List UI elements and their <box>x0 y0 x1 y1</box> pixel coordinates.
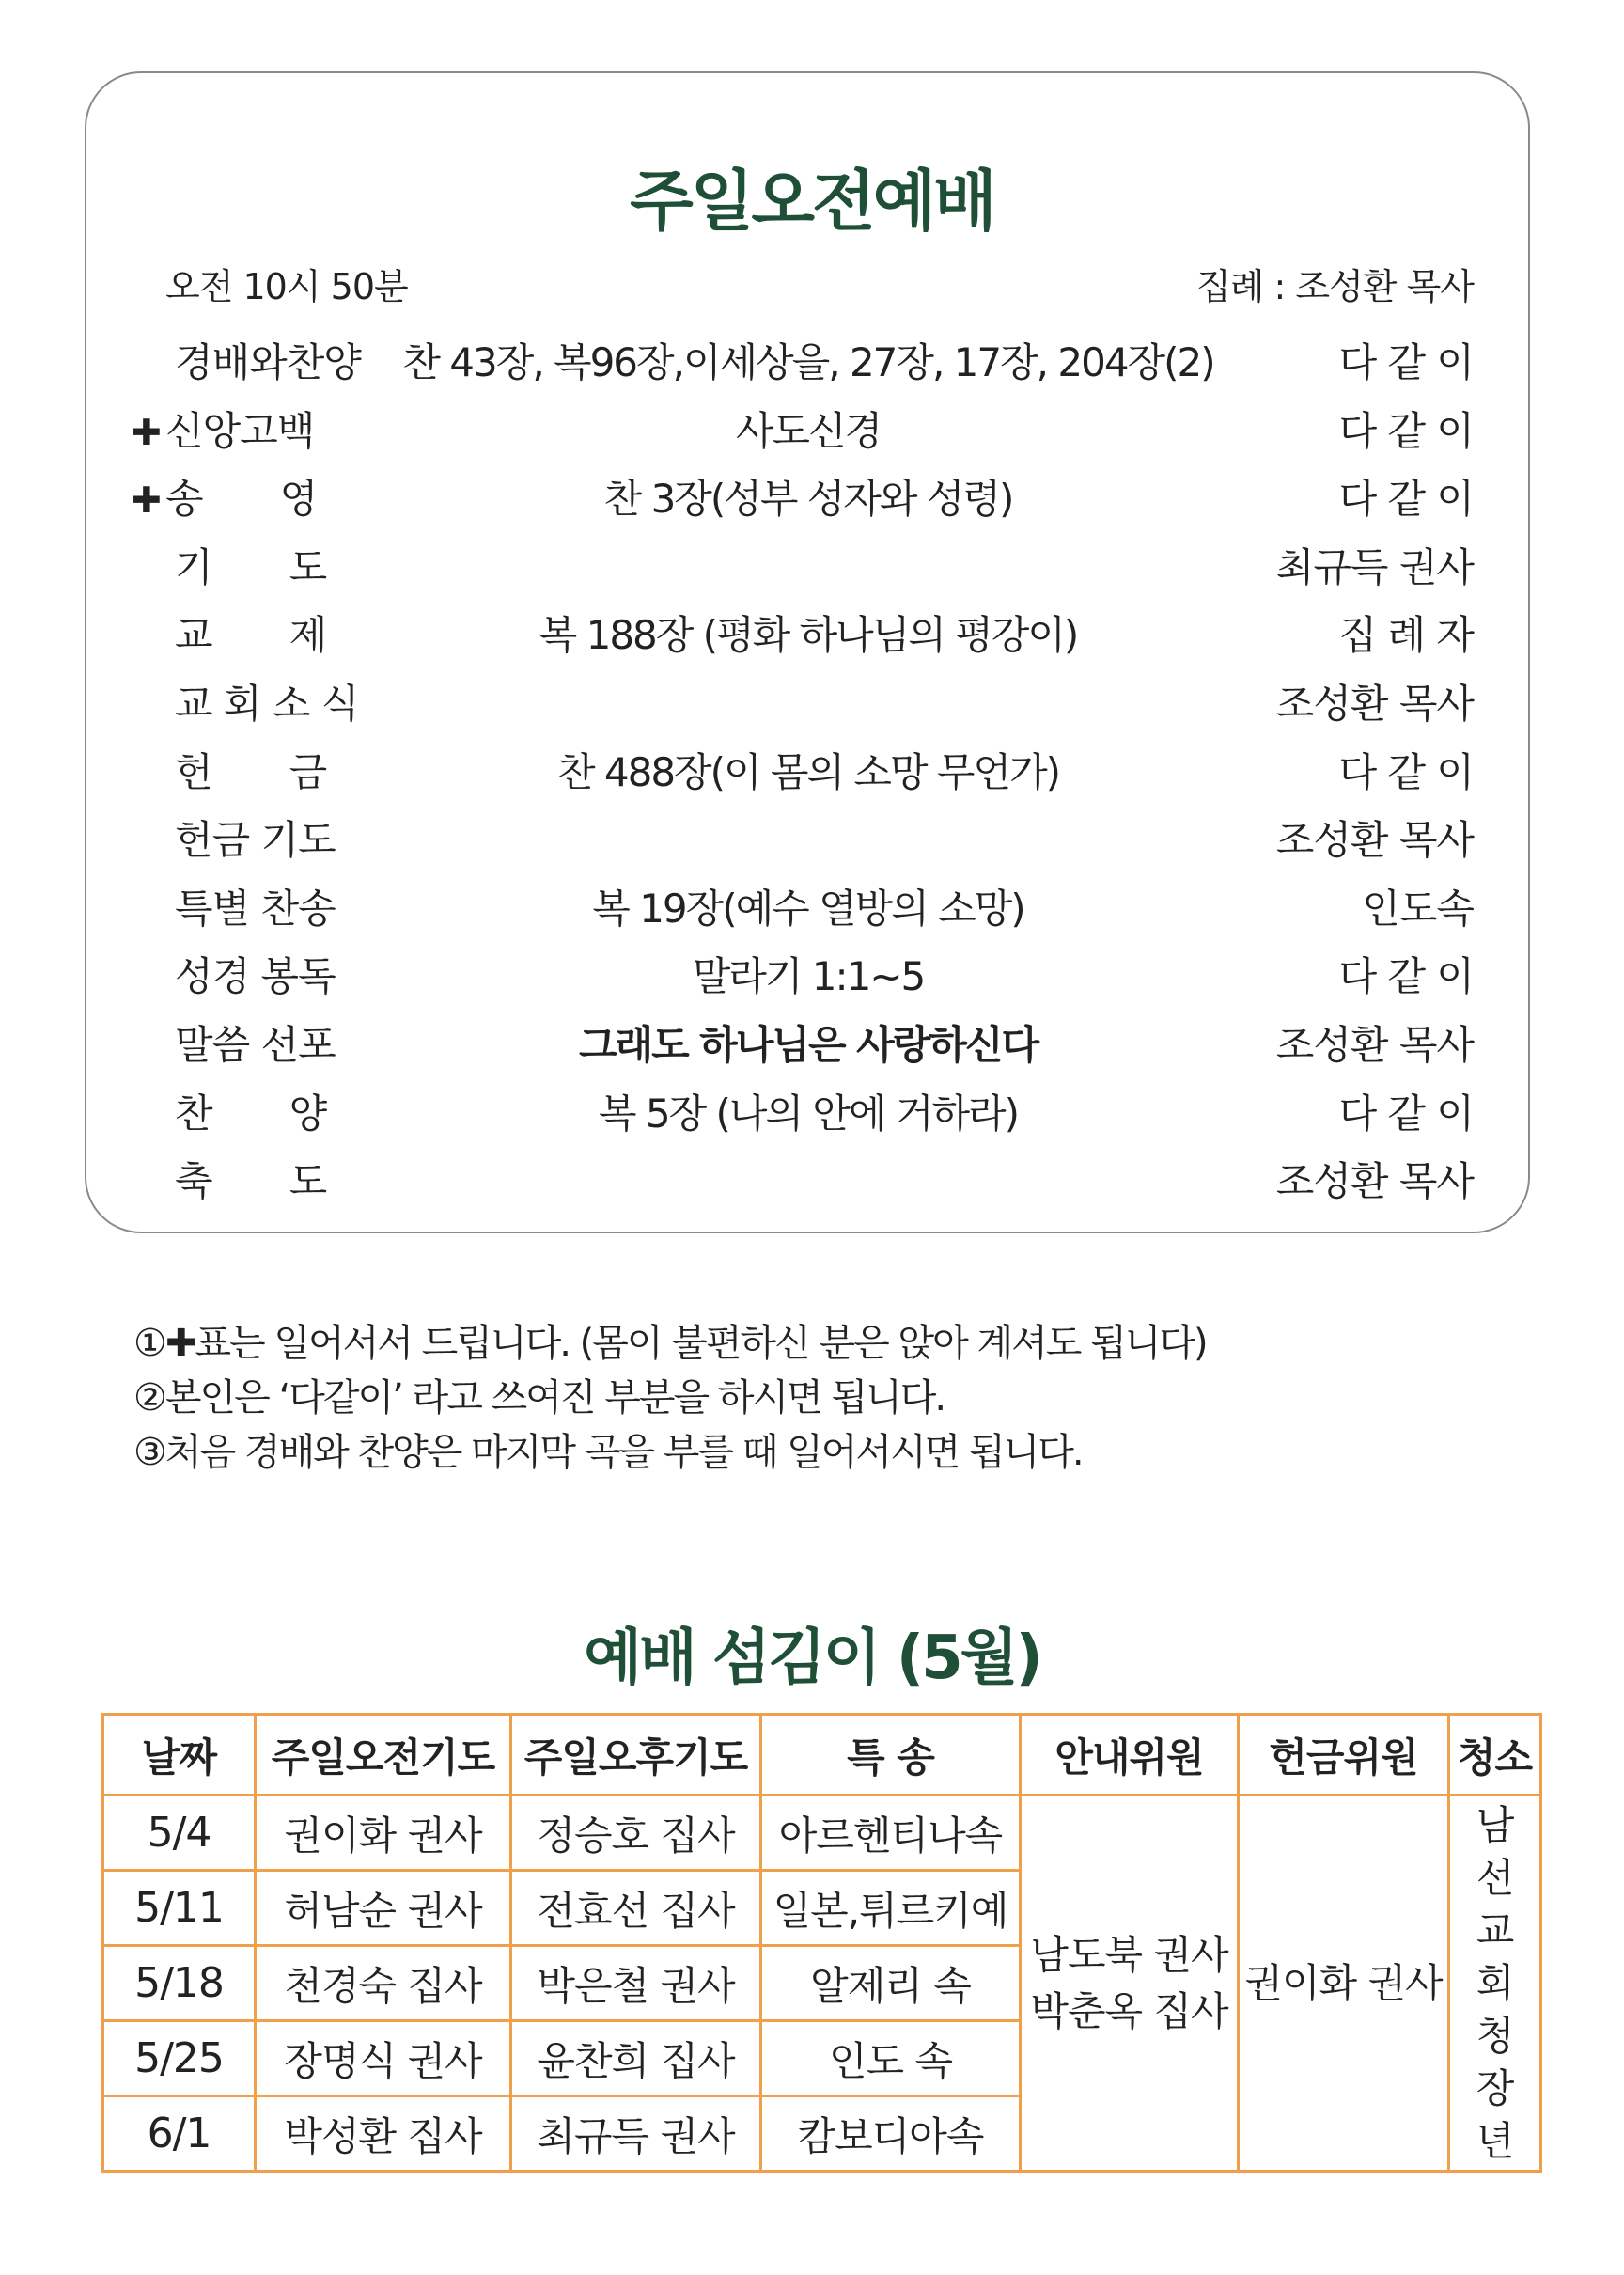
special-song-cell: 아르헨티나속 <box>761 1796 1021 1871</box>
order-item-label <box>132 943 357 1011</box>
note-1-text: 표는 일어서서 드립니다. (몸이 불편하신 분은 앉아 계셔도 됩니다) <box>195 1322 1207 1365</box>
table-row <box>103 1796 1541 1871</box>
header-pm-prayer: 주일오후기도 <box>511 1715 761 1796</box>
presider: 집례 : 조성환 목사 <box>1196 266 1474 307</box>
usher-name: 박춘옥 집사 <box>1030 1987 1228 2034</box>
order-item-person: 집 례 자 <box>1338 612 1474 659</box>
special-song-cell: 인도 속 <box>761 2021 1021 2096</box>
special-song-cell: 캄보디아속 <box>761 2096 1021 2172</box>
order-item-content <box>376 670 1241 738</box>
order-item-label-text: 헌 금 <box>175 748 327 795</box>
order-item-label <box>132 329 361 397</box>
pm-prayer-cell: 최규득 권사 <box>511 2096 761 2172</box>
order-item-label-text: 성경 봉독 <box>175 953 336 1000</box>
order-item-label-text: 교 제 <box>175 612 327 659</box>
order-item-label <box>132 1080 357 1148</box>
order-item-label-text: 송 영 <box>165 476 318 523</box>
order-item-label <box>132 670 357 738</box>
order-item-label <box>132 534 357 602</box>
order-item-person: 다 같 이 <box>1338 339 1474 385</box>
header-date: 날짜 <box>103 1715 256 1796</box>
ushers-cell <box>1021 1796 1239 2172</box>
order-item-label <box>132 875 357 943</box>
header-ushers: 안내위원 <box>1021 1715 1239 1796</box>
order-item-content: 말라기 1:1~5 <box>692 953 925 1000</box>
order-item-person: 조성환 목사 <box>1275 681 1474 727</box>
order-item-content: 찬 43장, 복96장,이세상을, 27장, 17장, 204장(2) <box>402 339 1214 385</box>
order-item-person: 조성환 목사 <box>1275 1158 1474 1205</box>
note-1 <box>133 1316 1207 1371</box>
order-item-label-text: 신앙고백 <box>165 407 315 454</box>
cross-icon: ✚ <box>132 479 161 522</box>
cleaning-char: 년 <box>1476 2117 1514 2164</box>
order-item-label-text: 헌금 기도 <box>175 817 336 864</box>
order-item-label <box>132 465 357 533</box>
note-1-number: ① <box>133 1322 165 1365</box>
servers-table <box>102 1713 1542 2173</box>
am-prayer-cell: 허남순 권사 <box>256 1871 511 1946</box>
order-item-person: 다 같 이 <box>1338 1090 1474 1137</box>
cross-icon: ✚ <box>132 411 161 453</box>
date-cell: 5/11 <box>103 1871 256 1946</box>
order-item <box>0 1148 1624 1216</box>
order-item-person: 다 같 이 <box>1338 476 1474 523</box>
order-item-label <box>132 398 357 465</box>
service-title: 주일오전예배 <box>630 163 994 240</box>
order-item-person: 조성환 목사 <box>1275 1022 1474 1068</box>
am-prayer-cell: 천경숙 집사 <box>256 1946 511 2021</box>
order-item <box>0 602 1624 669</box>
order-item-content: 복 188장 (평화 하나님의 평강이) <box>539 612 1078 659</box>
special-song-cell: 일본,튀르키예 <box>761 1871 1021 1946</box>
date-cell: 5/18 <box>103 1946 256 2021</box>
service-time: 오전 10시 50분 <box>165 266 408 307</box>
am-prayer-cell: 박성환 집사 <box>256 2096 511 2172</box>
cleaning-char: 청 <box>1476 2012 1514 2059</box>
am-prayer-cell: 권이화 권사 <box>256 1796 511 1871</box>
order-item-label-text: 축 도 <box>175 1158 327 1205</box>
order-item-content <box>376 807 1241 874</box>
date-cell: 5/25 <box>103 2021 256 2096</box>
note-2: ②본인은 ‘다같이’ 라고 쓰여진 부분을 하시면 됩니다. <box>133 1376 945 1420</box>
header-am-prayer: 주일오전기도 <box>256 1715 511 1796</box>
order-item-content: 복 5장 (나의 안에 거하라) <box>598 1090 1019 1137</box>
am-prayer-cell: 장명식 권사 <box>256 2021 511 2096</box>
order-item-person: 다 같 이 <box>1338 407 1474 454</box>
offering-cell: 권이화 권사 <box>1239 1796 1449 2172</box>
order-item-label <box>132 807 357 874</box>
date-cell: 6/1 <box>103 2096 256 2172</box>
order-item-person: 최규득 권사 <box>1275 543 1474 590</box>
order-item <box>0 1080 1624 1148</box>
order-item-label-text: 특별 찬송 <box>175 885 336 932</box>
order-item-content: 찬 488장(이 몸의 소망 무언가) <box>556 748 1060 795</box>
order-item <box>0 329 1624 397</box>
pm-prayer-cell: 윤찬희 집사 <box>511 2021 761 2096</box>
order-item-label-text: 찬 양 <box>175 1090 327 1137</box>
cleaning-char: 장 <box>1476 2064 1514 2111</box>
cleaning-cell <box>1449 1796 1541 2172</box>
cleaning-char: 회 <box>1476 1959 1514 2006</box>
order-item <box>0 1012 1624 1079</box>
order-item-label-text: 교 회 소 식 <box>175 681 359 727</box>
order-item-person: 인도속 <box>1362 885 1474 932</box>
order-item-content: 복 19장(예수 열방의 소망) <box>592 885 1024 932</box>
order-item <box>0 875 1624 943</box>
order-item <box>0 943 1624 1011</box>
order-item <box>0 670 1624 738</box>
usher-name: 남도북 권사 <box>1030 1931 1228 1978</box>
order-item <box>0 465 1624 533</box>
order-item <box>0 807 1624 874</box>
order-item-label <box>132 1148 357 1216</box>
note-3: ③처음 경배와 찬양은 마지막 곡을 부를 때 일어서시면 됩니다. <box>133 1431 1083 1474</box>
pm-prayer-cell: 정승호 집사 <box>511 1796 761 1871</box>
order-item-label-text: 말씀 선포 <box>175 1022 336 1068</box>
order-item-label-text: 경배와찬양 <box>175 339 361 385</box>
order-item-content <box>376 534 1241 602</box>
cleaning-char: 남 <box>1476 1801 1514 1848</box>
header-cleaning: 청소 <box>1449 1715 1541 1796</box>
order-item-label <box>132 1012 357 1079</box>
order-item-person: 조성환 목사 <box>1275 817 1474 864</box>
table-header-row <box>103 1715 1541 1796</box>
order-item-content: 찬 3장(성부 성자와 성령) <box>603 476 1013 523</box>
cleaning-char: 교 <box>1476 1906 1514 1953</box>
order-item-label <box>132 739 357 807</box>
order-item-content: 사도신경 <box>735 407 882 454</box>
order-item-label-text: 기 도 <box>175 543 327 590</box>
order-item-content: 그래도 하나님은 사랑하신다 <box>578 1022 1038 1068</box>
header-special-song: 특 송 <box>761 1715 1021 1796</box>
order-item <box>0 534 1624 602</box>
date-cell: 5/4 <box>103 1796 256 1871</box>
special-song-cell: 알제리 속 <box>761 1946 1021 2021</box>
header-offering: 헌금위원 <box>1239 1715 1449 1796</box>
pm-prayer-cell: 전효선 집사 <box>511 1871 761 1946</box>
order-item <box>0 739 1624 807</box>
notes <box>133 1316 1207 1480</box>
order-item-content <box>376 1148 1241 1216</box>
order-item-person: 다 같 이 <box>1338 953 1474 1000</box>
order-item <box>0 398 1624 465</box>
cross-icon: ✚ <box>164 1322 195 1365</box>
order-item-person: 다 같 이 <box>1338 748 1474 795</box>
order-item-label <box>132 602 357 669</box>
cleaning-char: 선 <box>1476 1854 1514 1901</box>
pm-prayer-cell: 박은철 권사 <box>511 1946 761 2021</box>
roster-title: 예배 섬김이 (5월) <box>584 1624 1040 1693</box>
